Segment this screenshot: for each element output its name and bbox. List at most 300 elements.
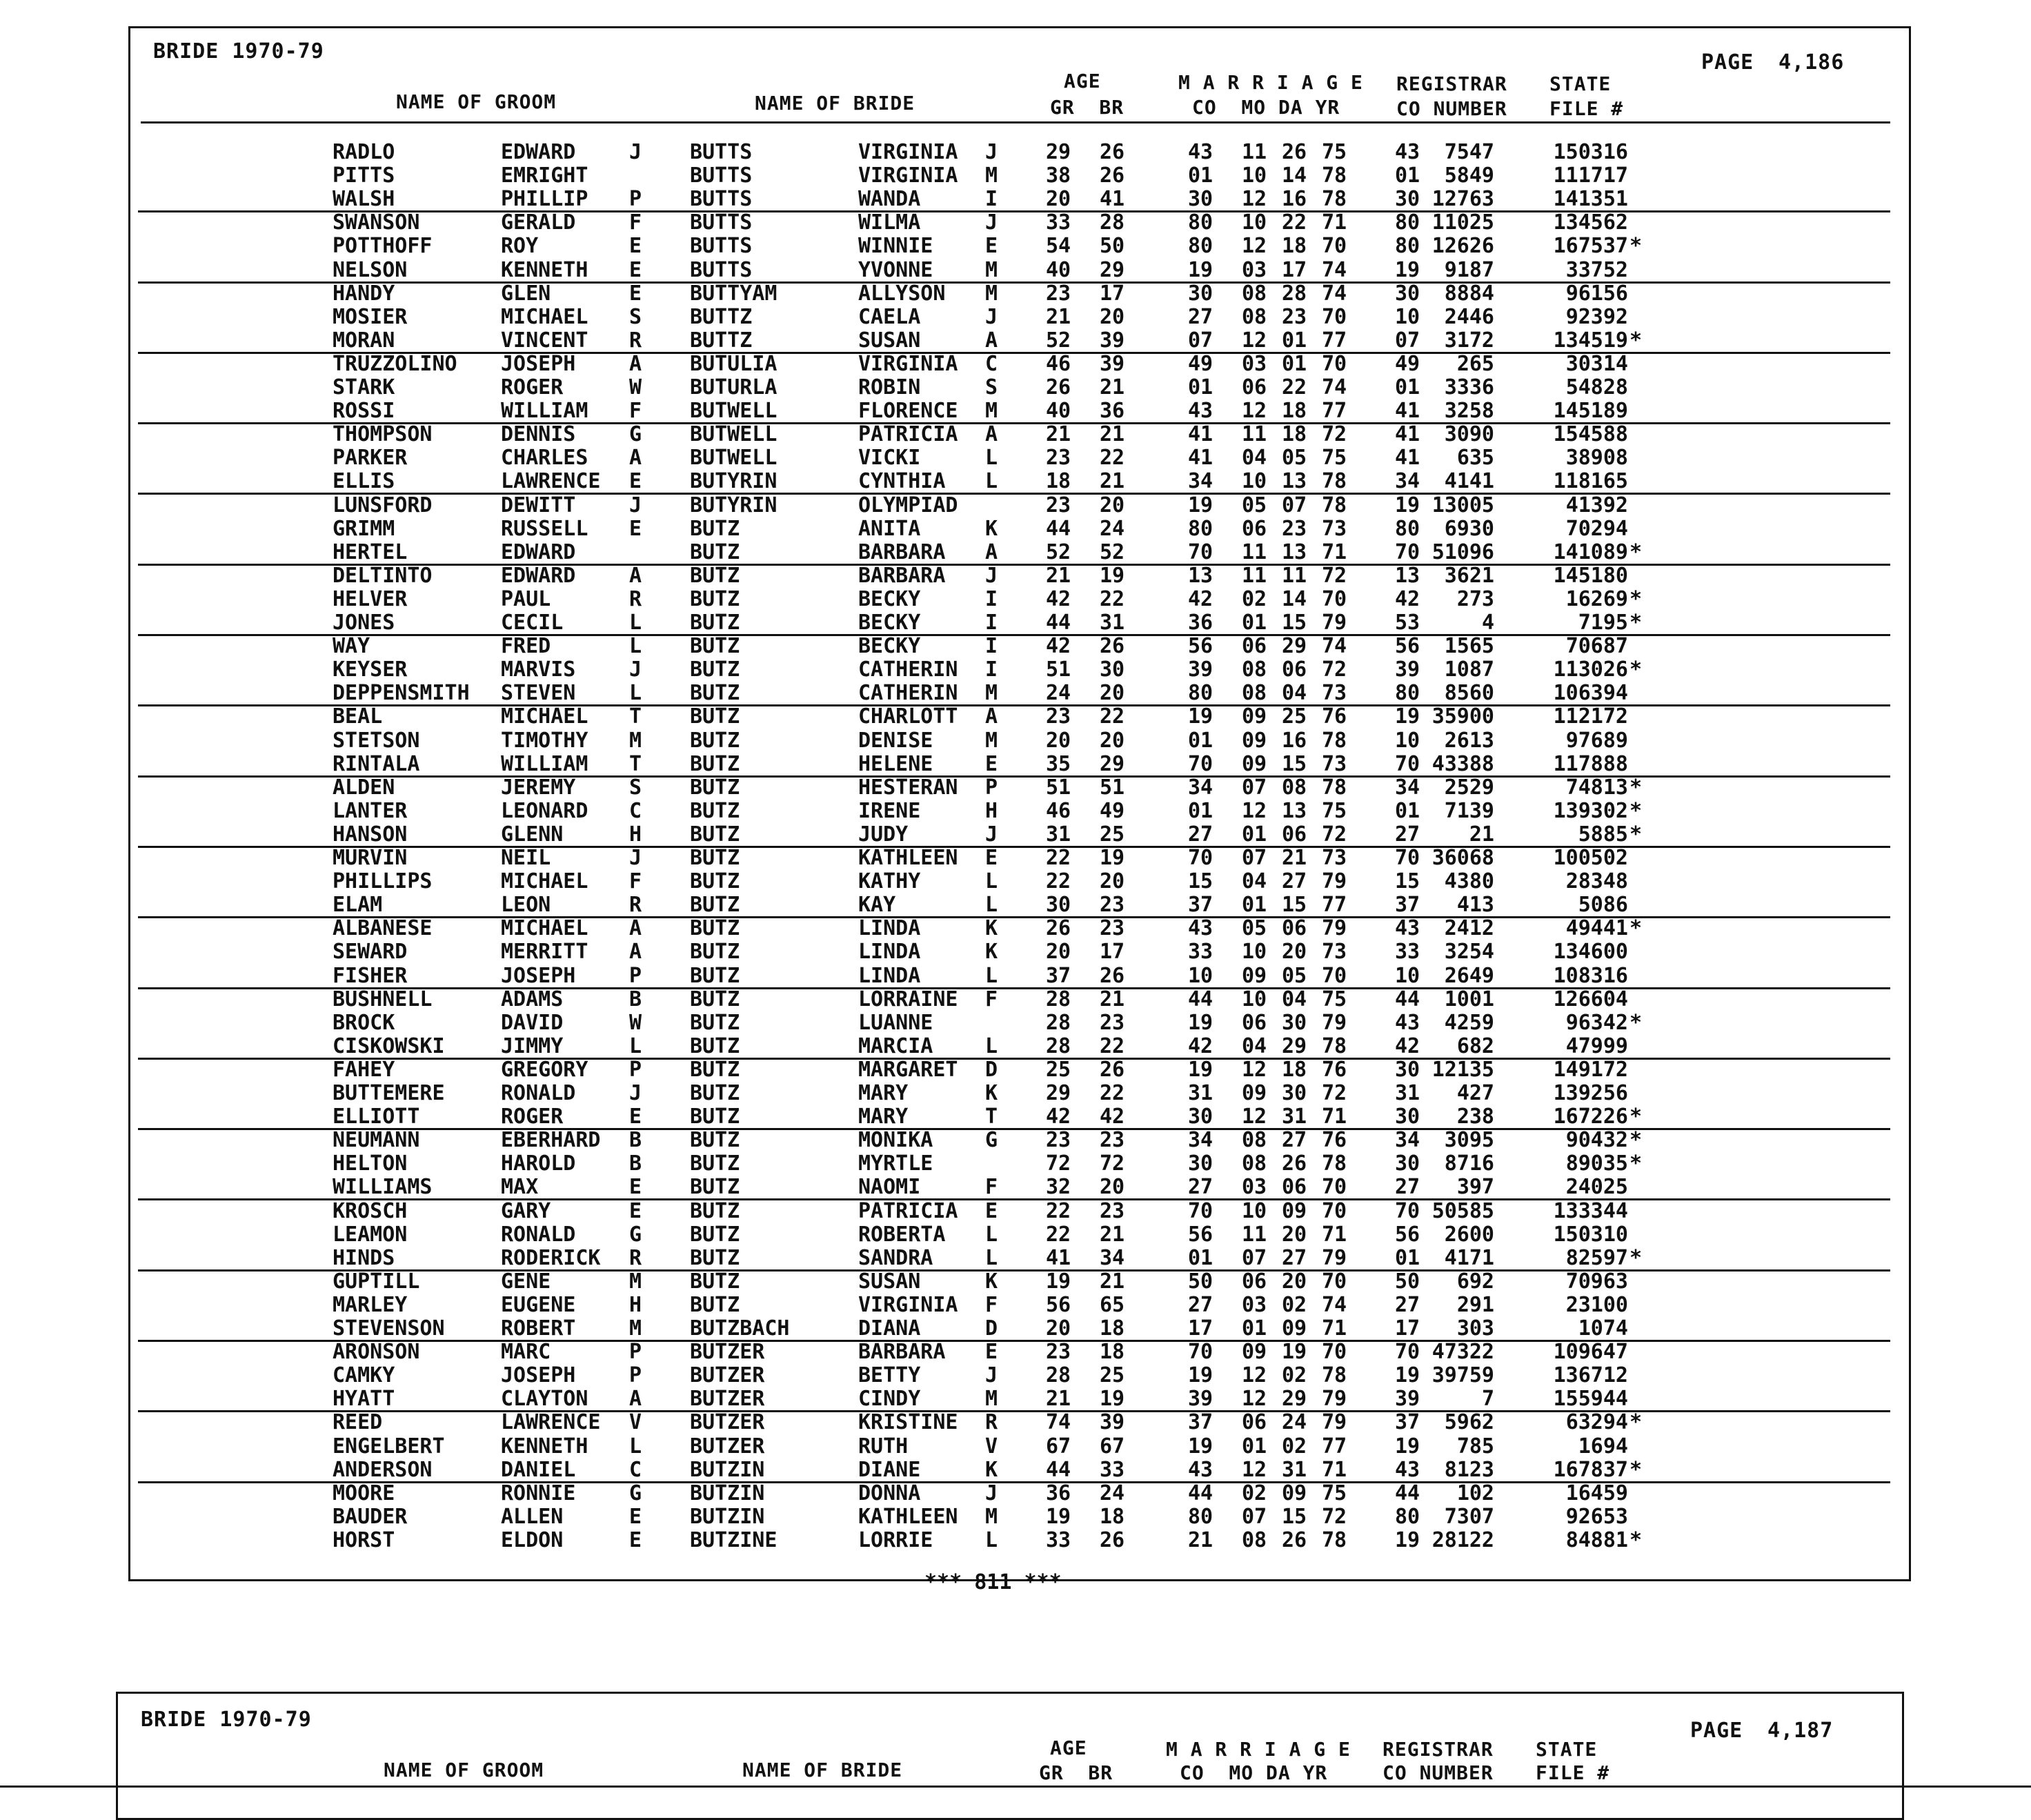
marriage-month: 01 [1242,1434,1267,1458]
bride-first-name: YVONNE [858,257,933,282]
table-row [0,304,2031,330]
bride-first-name: KRISTINE [858,1410,958,1435]
groom-first-name: MERRITT [501,940,588,965]
registrar-county: 30 [1395,187,1420,212]
bride-age: 29 [1100,751,1125,776]
groom-initial: H [629,822,642,847]
registrar-county: 70 [1395,540,1420,564]
groom-first-name: JIMMY [501,1033,564,1058]
registrar-number: 6930 [1444,516,1494,541]
marriage-year: 76 [1322,1128,1347,1153]
marriage-county: 30 [1188,1151,1213,1176]
bride-first-name: MARGARET [858,1057,958,1082]
bride-first-name: SUSAN [858,1269,921,1294]
groom-first-name: EBERHARD [501,1128,601,1153]
marriage-year: 79 [1322,1010,1347,1035]
groom-first-name: EDWARD [501,540,576,564]
groom-initial: F [629,210,642,235]
registrar-county: 01 [1395,798,1420,823]
bride-age: 67 [1100,1434,1125,1458]
file-star-flag: * [1629,1245,1643,1270]
registrar-number: 785 [1456,1434,1494,1458]
page-title: BRIDE 1970-79 [153,39,324,63]
bride-first-name: SANDRA [858,1245,933,1270]
groom-first-name: ROY [501,234,539,259]
registrar-number: 427 [1456,1081,1494,1105]
bride-last-name: BUTZ [690,1222,740,1247]
bride-last-name: BUTZER [690,1363,765,1388]
bride-last-name: BUTZIN [690,1504,765,1529]
groom-last-name: MURVIN [333,846,408,870]
groom-last-name: MOORE [333,1481,395,1505]
bride-last-name: BUTZER [690,1410,765,1435]
registrar-county: 80 [1395,210,1420,235]
marriage-county: 27 [1188,304,1213,329]
bride-initial: I [985,634,998,659]
marriage-county: 34 [1188,775,1213,800]
bride-initial: E [985,234,998,259]
registrar-county: 10 [1395,304,1420,329]
page2-header-name-of-groom: NAME OF GROOM [384,1759,544,1781]
groom-age: 51 [1046,775,1071,800]
bride-age: 19 [1100,1387,1125,1412]
bride-age: 20 [1100,728,1125,753]
groom-last-name: ARONSON [333,1340,420,1365]
marriage-day: 31 [1282,1457,1307,1482]
bride-last-name: BUTZ [690,798,740,823]
registrar-county: 70 [1395,846,1420,870]
marriage-county: 01 [1188,1245,1213,1270]
groom-age: 29 [1046,1081,1071,1105]
registrar-number: 21 [1469,822,1494,847]
marriage-day: 26 [1282,140,1307,164]
bride-last-name: BUTZINE [690,1527,777,1552]
bride-last-name: BUTZ [690,869,740,894]
groom-initial: B [629,1128,642,1153]
marriage-month: 07 [1242,1504,1267,1529]
bride-age: 24 [1100,1481,1125,1505]
table-row [0,142,2031,166]
bride-first-name: MONIKA [858,1128,933,1153]
bride-initial: S [985,375,998,399]
groom-initial: L [629,1434,642,1458]
registrar-number: 12763 [1431,187,1494,212]
groom-last-name: GRIMM [333,516,395,541]
groom-age: 54 [1046,234,1071,259]
marriage-year: 76 [1322,1057,1347,1082]
bride-first-name: LUANNE [858,1010,933,1035]
marriage-year: 70 [1322,1198,1347,1223]
groom-last-name: WAY [333,634,370,659]
marriage-year: 78 [1322,728,1347,753]
groom-last-name: FISHER [333,963,408,988]
marriage-day: 08 [1282,775,1307,800]
marriage-month: 12 [1242,1387,1267,1412]
registrar-number: 3172 [1444,328,1494,353]
groom-age: 51 [1046,657,1071,682]
marriage-day: 02 [1282,1434,1307,1458]
table-row [0,236,2031,259]
bride-age: 34 [1100,1245,1125,1270]
marriage-month: 08 [1242,281,1267,306]
bride-initial: R [985,1410,998,1435]
groom-age: 40 [1046,257,1071,282]
groom-last-name: ELLIS [333,469,395,494]
groom-initial: J [629,657,642,682]
groom-last-name: MARLEY [333,1292,408,1317]
registrar-county: 01 [1395,164,1420,188]
registrar-county: 41 [1395,422,1420,447]
marriage-day: 02 [1282,1292,1307,1317]
marriage-year: 70 [1322,963,1347,988]
registrar-number: 635 [1456,446,1494,471]
marriage-day: 23 [1282,516,1307,541]
marriage-month: 03 [1242,351,1267,376]
registrar-county: 80 [1395,681,1420,706]
registrar-county: 01 [1395,1245,1420,1270]
page2-header-marriage: M A R R I A G E [1166,1738,1351,1761]
marriage-month: 08 [1242,304,1267,329]
marriage-day: 01 [1282,351,1307,376]
marriage-month: 08 [1242,1151,1267,1176]
state-file-number: 90432 [1565,1128,1628,1153]
groom-age: 40 [1046,399,1071,424]
bride-age: 33 [1100,1457,1125,1482]
table-row [0,1222,2031,1248]
groom-initial: M [629,1269,642,1294]
bride-last-name: BUTTZ [690,328,753,353]
table-row [0,542,2031,566]
groom-first-name: MICHAEL [501,916,588,941]
bride-last-name: BUTZER [690,1340,765,1365]
marriage-year: 70 [1322,351,1347,376]
groom-age: 52 [1046,328,1071,353]
marriage-county: 43 [1188,399,1213,424]
marriage-county: 01 [1188,728,1213,753]
bride-initial: F [985,1175,998,1200]
state-file-number: 149172 [1553,1057,1628,1082]
state-file-number: 139256 [1553,1081,1628,1105]
state-file-number: 38908 [1565,446,1628,471]
bride-last-name: BUTZ [690,822,740,847]
bride-initial: A [985,422,998,447]
groom-last-name: FAHEY [333,1057,395,1082]
bride-initial: E [985,751,998,776]
registrar-county: 13 [1395,563,1420,588]
marriage-county: 36 [1188,611,1213,635]
registrar-number: 273 [1456,586,1494,611]
bride-last-name: BUTTS [690,164,753,188]
file-star-flag: * [1629,1128,1643,1153]
bride-first-name: KAY [858,893,896,918]
header-age: AGE [1064,70,1101,92]
groom-first-name: GLENN [501,822,564,847]
marriage-month: 06 [1242,1010,1267,1035]
groom-last-name: MORAN [333,328,395,353]
marriage-year: 78 [1322,1527,1347,1552]
bride-first-name: VIRGINIA [858,1292,958,1317]
marriage-day: 20 [1282,1222,1307,1247]
state-file-number: 63294 [1565,1410,1628,1435]
groom-age: 56 [1046,1292,1071,1317]
marriage-day: 07 [1282,493,1307,517]
marriage-county: 56 [1188,634,1213,659]
marriage-county: 44 [1188,1481,1213,1505]
groom-last-name: HERTEL [333,540,408,564]
groom-age: 23 [1046,493,1071,517]
bride-age: 19 [1100,563,1125,588]
groom-initial: L [629,634,642,659]
registrar-county: 70 [1395,1198,1420,1223]
bride-initial: L [985,1033,998,1058]
groom-initial: J [629,1081,642,1105]
groom-age: 19 [1046,1269,1071,1294]
header-marriage: M A R R I A G E [1178,71,1363,94]
bride-initial: A [985,704,998,729]
bride-last-name: BUTZ [690,681,740,706]
bride-last-name: BUTZIN [690,1481,765,1505]
marriage-year: 78 [1322,775,1347,800]
marriage-day: 20 [1282,940,1307,965]
marriage-year: 78 [1322,469,1347,494]
marriage-day: 29 [1282,1387,1307,1412]
table-row [0,657,2031,683]
groom-first-name: GREGORY [501,1057,588,1082]
bride-first-name: SUSAN [858,328,921,353]
groom-first-name: EMRIGHT [501,164,588,188]
bride-age: 21 [1100,1222,1125,1247]
table-row [0,728,2031,754]
marriage-year: 78 [1322,1151,1347,1176]
bride-first-name: ANITA [858,516,921,541]
groom-age: 21 [1046,1387,1071,1412]
marriage-month: 09 [1242,751,1267,776]
bride-age: 26 [1100,140,1125,164]
registrar-number: 2613 [1444,728,1494,753]
bride-initial: L [985,1245,998,1270]
bride-last-name: BUTZ [690,704,740,729]
marriage-year: 78 [1322,164,1347,188]
bride-initial: K [985,516,998,541]
groom-last-name: BUSHNELL [333,987,433,1011]
file-star-flag: * [1629,1457,1643,1482]
marriage-day: 29 [1282,1033,1307,1058]
marriage-county: 31 [1188,1081,1213,1105]
bride-first-name: BARBARA [858,563,946,588]
marriage-county: 01 [1188,798,1213,823]
groom-last-name: WILLIAMS [333,1175,433,1200]
bride-first-name: BECKY [858,611,921,635]
file-star-flag: * [1629,540,1643,564]
marriage-county: 19 [1188,1434,1213,1458]
header-state: STATE [1549,72,1612,95]
bride-age: 22 [1100,1081,1125,1105]
marriage-year: 70 [1322,1340,1347,1365]
groom-initial: E [629,1504,642,1529]
marriage-month: 07 [1242,775,1267,800]
bride-age: 20 [1100,681,1125,706]
groom-last-name: LEAMON [333,1222,408,1247]
groom-last-name: REED [333,1410,383,1435]
state-file-number: 5086 [1578,893,1628,918]
page-number: 4,186 [1779,50,1845,75]
registrar-county: 43 [1395,1010,1420,1035]
groom-age: 25 [1046,1057,1071,1082]
marriage-county: 27 [1188,1175,1213,1200]
groom-age: 20 [1046,728,1071,753]
bride-age: 23 [1100,1128,1125,1153]
marriage-county: 34 [1188,1128,1213,1153]
state-file-number: 117888 [1553,751,1628,776]
marriage-county: 80 [1188,516,1213,541]
registrar-number: 35900 [1431,704,1494,729]
bride-age: 72 [1100,1151,1125,1176]
bride-last-name: BUTZ [690,846,740,870]
groom-first-name: MICHAEL [501,304,588,329]
groom-last-name: PHILLIPS [333,869,433,894]
groom-initial: J [629,846,642,870]
registrar-county: 43 [1395,140,1420,164]
marriage-county: 13 [1188,563,1213,588]
registrar-number: 265 [1456,351,1494,376]
marriage-day: 27 [1282,869,1307,894]
state-file-number: 23100 [1565,1292,1628,1317]
groom-first-name: ELDON [501,1527,564,1552]
bride-first-name: WANDA [858,187,921,212]
marriage-county: 27 [1188,1292,1213,1317]
groom-initial: E [629,1175,642,1200]
table-row [0,586,2031,613]
groom-initial: P [629,1340,642,1365]
marriage-month: 09 [1242,728,1267,753]
marriage-day: 30 [1282,1081,1307,1105]
marriage-day: 29 [1282,634,1307,659]
marriage-month: 12 [1242,1363,1267,1388]
groom-last-name: RADLO [333,140,395,164]
groom-first-name: CLAYTON [501,1387,588,1412]
table-row [0,824,2031,848]
table-row [0,1527,2031,1554]
registrar-county: 19 [1395,1527,1420,1552]
groom-age: 37 [1046,963,1071,988]
marriage-day: 31 [1282,1105,1307,1129]
groom-initial: E [629,1105,642,1129]
table-row [0,281,2031,307]
bride-last-name: BUTZ [690,1269,740,1294]
bride-initial: V [985,1434,998,1458]
marriage-county: 56 [1188,1222,1213,1247]
registrar-county: 39 [1395,657,1420,682]
table-row [0,1457,2031,1483]
file-star-flag: * [1629,822,1643,847]
groom-last-name: BAUDER [333,1504,408,1529]
groom-last-name: LUNSFORD [333,493,433,517]
table-row [0,775,2031,801]
groom-initial: M [629,1316,642,1341]
groom-age: 21 [1046,422,1071,447]
groom-last-name: THOMPSON [333,422,433,447]
marriage-month: 02 [1242,586,1267,611]
registrar-number: 682 [1456,1033,1494,1058]
marriage-county: 30 [1188,281,1213,306]
groom-initial: W [629,375,642,399]
file-star-flag: * [1629,1010,1643,1035]
marriage-county: 49 [1188,351,1213,376]
state-file-number: 145180 [1553,563,1628,588]
table-row [0,706,2031,730]
marriage-year: 73 [1322,751,1347,776]
groom-age: 18 [1046,469,1071,494]
table-row [0,1292,2031,1318]
state-file-number: 82597 [1565,1245,1628,1270]
marriage-month: 11 [1242,1222,1267,1247]
marriage-year: 77 [1322,893,1347,918]
marriage-county: 19 [1188,1057,1213,1082]
bride-last-name: BUTTS [690,210,753,235]
registrar-number: 4141 [1444,469,1494,494]
groom-first-name: NEIL [501,846,551,870]
registrar-number: 12626 [1431,234,1494,259]
marriage-year: 70 [1322,1269,1347,1294]
registrar-county: 33 [1395,940,1420,965]
groom-age: 31 [1046,822,1071,847]
bride-age: 17 [1100,281,1125,306]
groom-initial: E [629,257,642,282]
marriage-day: 22 [1282,210,1307,235]
groom-last-name: HINDS [333,1245,395,1270]
file-star-flag: * [1629,586,1643,611]
page2-header-state-sub: FILE # [1536,1761,1610,1784]
bride-age: 18 [1100,1504,1125,1529]
table-row [0,1177,2031,1200]
table-row [0,424,2031,448]
bride-first-name: DENISE [858,728,933,753]
groom-initial: H [629,1292,642,1317]
file-star-flag: * [1629,798,1643,823]
marriage-year: 73 [1322,846,1347,870]
registrar-county: 34 [1395,775,1420,800]
state-file-number: 96156 [1565,281,1628,306]
marriage-month: 12 [1242,1457,1267,1482]
state-file-number: 89035 [1565,1151,1628,1176]
registrar-county: 30 [1395,1057,1420,1082]
groom-first-name: KENNETH [501,257,588,282]
marriage-day: 28 [1282,281,1307,306]
state-file-number: 136712 [1553,1363,1628,1388]
bride-age: 30 [1100,657,1125,682]
bride-initial: J [985,210,998,235]
groom-age: 26 [1046,375,1071,399]
groom-first-name: DANIEL [501,1457,576,1482]
groom-first-name: ALLEN [501,1504,564,1529]
marriage-year: 78 [1322,1363,1347,1388]
state-file-number: 108316 [1553,963,1628,988]
registrar-number: 7139 [1444,798,1494,823]
bride-first-name: DIANE [858,1457,921,1482]
registrar-number: 3095 [1444,1128,1494,1153]
bride-first-name: PATRICIA [858,1198,958,1223]
file-star-flag: * [1629,775,1643,800]
bride-first-name: NAOMI [858,1175,921,1200]
groom-last-name: ENGELBERT [333,1434,445,1458]
groom-age: 23 [1046,704,1071,729]
bride-initial: M [985,399,998,424]
table-row [0,212,2031,236]
groom-first-name: GLEN [501,281,551,306]
state-file-number: 49441 [1565,916,1628,941]
table-row [0,495,2031,519]
marriage-day: 17 [1282,257,1307,282]
